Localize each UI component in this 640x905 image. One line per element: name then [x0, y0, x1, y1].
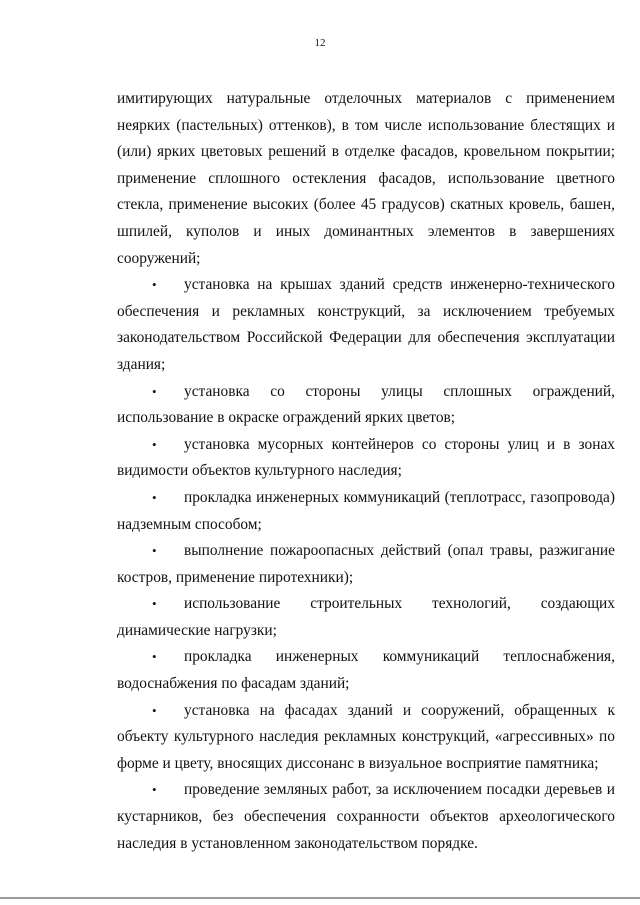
bullet-icon: •: [152, 383, 157, 399]
bullet-icon: •: [152, 649, 157, 665]
list-item: [117, 698, 615, 778]
document-body: [117, 86, 615, 857]
list-item: [117, 272, 615, 378]
bullet-icon: •: [152, 702, 157, 718]
bullet-icon: •: [152, 596, 157, 612]
list-item: [117, 644, 615, 697]
bullet-icon: •: [152, 782, 157, 798]
bullet-icon: •: [152, 543, 157, 559]
list-item: [117, 379, 615, 432]
list-item-text: установка на крышах зданий средств инженерно-технического обеспечения и рекламных конструкций, за исключением требуемых законодательством Российской Федерации для обеспечения эксплуатации здания;: [117, 276, 615, 373]
page-bottom-rule: [0, 897, 640, 899]
list-item: [117, 538, 615, 591]
bullet-icon: •: [152, 489, 157, 505]
bullet-icon: •: [152, 436, 157, 452]
list-item-text: установка со стороны улицы сплошных ограждений, использование в окраске ограждений ярких цветов;: [117, 382, 615, 427]
list-item-text: прокладка инженерных коммуникаций теплоснабжения, водоснабжения по фасадам зданий;: [117, 648, 615, 693]
list-item-text: установка мусорных контейнеров со стороны улиц и в зонах видимости объектов культурного наследия;: [117, 435, 615, 480]
page-number: 12: [314, 37, 326, 49]
list-item: [117, 777, 615, 857]
bullet-icon: •: [152, 277, 157, 293]
list-item-text: установка на фасадах зданий и сооружений, обращенных к объекту культурного наследия рекламных конструкций, «агрессивных» по форме и цвету, вносящих диссонанс в визуальное восприятие памятника;: [117, 701, 615, 772]
list-item-text: выполнение пожароопасных действий (опал травы, разжигание костров, применение пиротехники);: [117, 542, 615, 586]
list-item-text: проведение земляных работ, за исключением посадки деревьев и кустарников, без обеспечения сохранности объектов археологического наследия в установленном законодательством порядке.: [117, 781, 615, 852]
list-item: [117, 485, 615, 538]
list-item: [117, 591, 615, 644]
intro-paragraph: имитирующих натуральные отделочных материалов с применением неярких (пастельных) оттенков), в том числе использование блестящих и (или) ярких цветовых решений в отделке фасадов, кровельном покрытии; применение сплошного остекления фасадов, использование цветного стекла, применение высоких (более 45 градусов) скатных кровель, башен, шпилей, куполов и иных доминантных элементов в завершениях сооружений;: [117, 90, 615, 267]
restriction-list: [117, 272, 615, 857]
list-item: [117, 432, 615, 485]
list-item-text: использование строительных технологий, создающих динамические нагрузки;: [117, 595, 615, 639]
list-item-text: прокладка инженерных коммуникаций (теплотрасс, газопровода) надземным способом;: [117, 488, 615, 533]
